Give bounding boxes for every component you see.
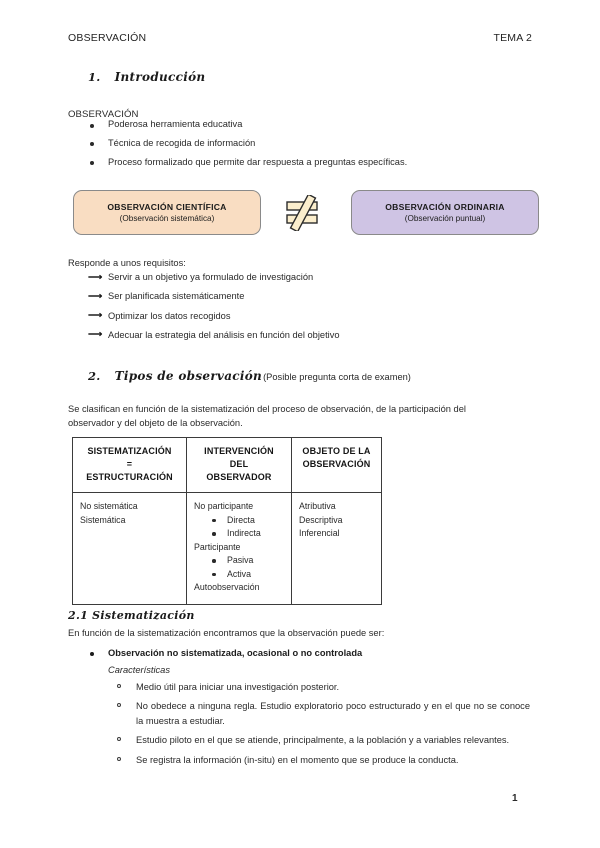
- list-item: [68, 753, 530, 767]
- observacion-ordinaria-box: [351, 190, 539, 235]
- requisitos-lead: Responde a unos requisitos:: [68, 258, 186, 268]
- bullet-dot-icon: [90, 124, 94, 128]
- section-1-title: Introducción: [114, 70, 206, 84]
- observacion-label: OBSERVACIÓN: [68, 109, 139, 120]
- bullet-dot-icon: [90, 142, 94, 146]
- cell-line: No sistemática: [80, 501, 138, 512]
- bullet-dot-icon: [90, 652, 94, 656]
- bullet-dot-icon: [90, 161, 94, 165]
- list-item-text: Proceso formalizado que permite dar respuesta a preguntas específicas.: [108, 156, 408, 167]
- bullet-dot-icon: [212, 532, 216, 536]
- bullet-dot-icon: [212, 519, 216, 523]
- hollow-bullet-icon: [117, 703, 121, 707]
- list-item: [68, 733, 530, 747]
- section-2-title: Tipos de observación: [114, 369, 263, 383]
- section-1-heading: [88, 70, 205, 84]
- list-item: [68, 312, 540, 321]
- not-equal-icon: [281, 195, 325, 231]
- list-item: [68, 331, 540, 340]
- list-item-text: Se registra la información (in-situ) en el momento que se produce la conducta.: [136, 754, 459, 765]
- arrow-right-icon: ⟶: [88, 329, 103, 341]
- section-2-note: (Posible pregunta corta de examen): [263, 372, 411, 382]
- list-item: [68, 158, 540, 167]
- table-header-row: [73, 438, 382, 493]
- section-21-paragraph: En función de la sistematización encontramos que la observación puede ser:: [68, 628, 385, 638]
- list-item-text: Ser planificada sistemáticamente: [108, 291, 245, 302]
- list-item-text: Servir a un objetivo ya formulado de investigación: [108, 272, 314, 282]
- list-item: [68, 292, 540, 301]
- section-2-paragraph: Se clasifican en función de la sistematización del proceso de observación, de la participación del observador y del objeto de la observación.: [68, 404, 466, 429]
- hollow-bullet-icon: [117, 684, 121, 688]
- cell-line: Inferencial: [299, 527, 340, 538]
- ordinaria-subtitle: (Observación puntual): [404, 214, 486, 223]
- observacion-cientifica-box: [73, 190, 261, 235]
- arrow-right-icon: ⟶: [88, 290, 103, 302]
- cell-line: Descriptiva: [299, 514, 343, 525]
- list-item: Activa: [194, 568, 285, 582]
- list-item-text: Optimizar los datos recogidos: [108, 310, 231, 321]
- list-item-text: Estudio piloto en el que se atiende, principalmente, a la población y a variables relevantes.: [136, 735, 510, 746]
- hollow-bullet-icon: [117, 757, 121, 761]
- bullet-dot-icon: [212, 573, 216, 577]
- main-bullet-text: Observación no sistematizada, ocasional o no controlada: [108, 648, 363, 658]
- table-cell-objeto: [292, 493, 382, 605]
- table-header-intervencion: INTERVENCIÓN DEL OBSERVADOR: [187, 438, 292, 493]
- section-1-number: 1.: [88, 70, 101, 84]
- requisitos-list: [68, 273, 540, 350]
- caracteristicas-label: Características: [108, 665, 170, 675]
- cientifica-title: OBSERVACIÓN CIENTÍFICA: [107, 202, 227, 212]
- section-21-main-bullet: [68, 648, 362, 658]
- table-row: [73, 493, 382, 605]
- page-number: 1: [512, 793, 518, 804]
- list-item-text: Adecuar la estrategia del análisis en función del objetivo: [108, 329, 340, 340]
- list-item-text: Técnica de recogida de información: [108, 137, 256, 148]
- list-item: [68, 273, 540, 282]
- header-left-title: OBSERVACIÓN: [68, 32, 147, 44]
- caracteristicas-list: [68, 680, 530, 772]
- list-item: [68, 699, 530, 728]
- cell-sublist: [194, 554, 285, 581]
- section-2-heading: [88, 367, 411, 385]
- cell-line: No participante: [194, 501, 254, 512]
- table-header-sistematizacion: SISTEMATIZACIÓN = ESTRUCTURACIÓN: [73, 438, 187, 493]
- list-item-text: No obedece a ninguna regla. Estudio exploratorio poco estructurado y en el que no se conoce la muestra a estudiar.: [136, 701, 530, 726]
- cientifica-subtitle: (Observación sistemática): [119, 214, 215, 223]
- list-item: Pasiva: [194, 554, 285, 568]
- table-cell-intervencion: [187, 493, 292, 605]
- ordinaria-title: OBSERVACIÓN ORDINARIA: [385, 202, 505, 212]
- list-item: [68, 139, 540, 148]
- table-cell-sistematizacion: [73, 493, 187, 605]
- list-item: Directa: [194, 514, 285, 528]
- arrow-right-icon: ⟶: [88, 271, 103, 283]
- section-2-number: 2.: [88, 369, 101, 383]
- header-right-title: TEMA 2: [493, 32, 532, 44]
- list-item: [68, 120, 540, 129]
- list-item: Indirecta: [194, 527, 285, 541]
- hollow-bullet-icon: [117, 737, 121, 741]
- cell-line: Autoobservación: [194, 582, 260, 593]
- list-item-text: Poderosa herramienta educativa: [108, 119, 243, 129]
- tipos-observacion-table: [72, 437, 382, 605]
- arrow-right-icon: ⟶: [88, 310, 103, 322]
- bullet-dot-icon: [212, 559, 216, 563]
- intro-bullet-list: [68, 120, 540, 176]
- list-item-text: Medio útil para iniciar una investigación posterior.: [136, 682, 340, 692]
- table-header-objeto: OBJETO DE LA OBSERVACIÓN: [292, 438, 382, 493]
- cell-line: Sistemática: [80, 514, 126, 525]
- cell-line: Participante: [194, 541, 241, 552]
- list-item: [68, 680, 530, 694]
- page-header: [68, 32, 532, 44]
- cell-sublist: [194, 514, 285, 541]
- section-21-heading: 2.1 Sistematización: [68, 609, 195, 622]
- cell-line: Atributiva: [299, 501, 336, 512]
